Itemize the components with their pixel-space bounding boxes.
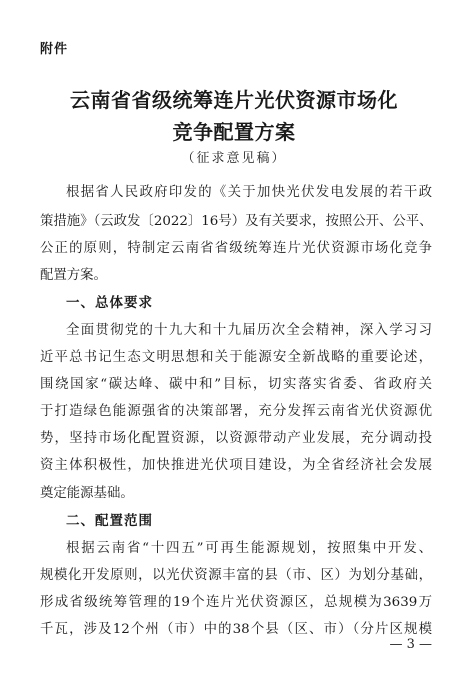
section1-line-1: 全面贯彻党的十九大和十九届历次全会精神，深入学习习 (66, 323, 432, 338)
page-number: — 3 — (389, 637, 432, 652)
section1-line-3: 围绕国家“碳达峰、碳中和”目标，切实落实省委、省政府关 (40, 377, 432, 392)
section-heading-configuration-scope: 二、配置范围 (66, 513, 153, 529)
section1-line-5: 势，坚持市场化配置资源，以资源带动产业发展，充分调动投 (40, 431, 432, 446)
section1-line-2: 近平总书记生态文明思想和关于能源安全新战略的重要论述， (40, 350, 432, 365)
intro-line-1: 根据省人民政府印发的《关于加快光伏发电发展的若干政 (66, 185, 432, 200)
section1-line-7: 奠定能源基础。 (40, 486, 134, 501)
section1-line-4: 于打造绿色能源强省的决策部署，充分发挥云南省光伏资源优 (40, 404, 432, 419)
section2-line-4: 千瓦，涉及12个州（市）中的38个县（区、市）（分片区规模 (40, 622, 432, 637)
intro-line-4: 配置方案。 (40, 268, 107, 283)
section1-line-6: 资主体积极性，加快推进光伏项目建设，为全省经济社会发展 (40, 458, 432, 473)
section2-line-1: 根据云南省“十四五”可再生能源规划，按照集中开发、 (66, 541, 432, 556)
section-heading-general-requirements: 一、总体要求 (66, 295, 153, 311)
section2-line-2: 规模化开发原则，以光伏资源丰富的县（市、区）为划分基础， (40, 568, 432, 583)
intro-line-3: 公正的原则，特制定云南省省级统筹连片光伏资源市场化竞争 (40, 241, 432, 256)
document-subtitle: （征求意见稿） (181, 151, 287, 166)
document-title-line-1: 云南省省级统筹连片光伏资源市场化 (70, 88, 398, 112)
document-title-line-2: 竞争配置方案 (172, 120, 296, 144)
intro-line-2: 策措施》（云政发〔2022〕16号）及有关要求，按照公开、公平、 (40, 214, 433, 229)
section2-line-3: 形成省级统筹管理的19个连片光伏资源区，总规模为3639万 (40, 595, 432, 610)
attachment-label: 附件 (40, 42, 69, 57)
